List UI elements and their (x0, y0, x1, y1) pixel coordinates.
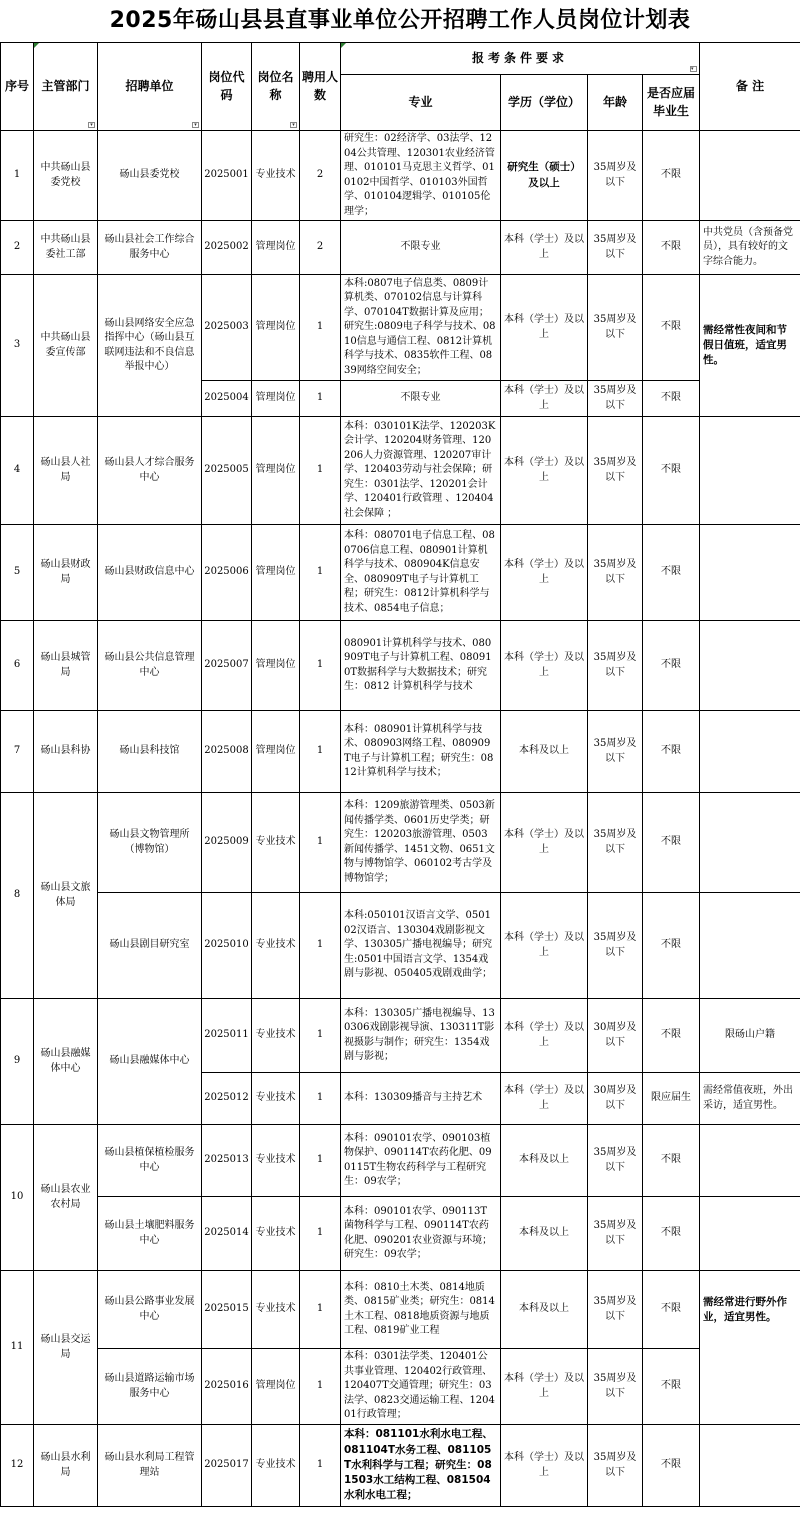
cell-code: 2025009 (202, 793, 252, 893)
filter-dropdown-icon[interactable] (192, 122, 199, 128)
cell-edu: 本科（学士）及以上 (501, 1349, 588, 1425)
cell-age: 35周岁及以下 (588, 711, 643, 793)
cell-dept: 砀山县交运局 (34, 1271, 98, 1425)
cell-fresh: 不限 (643, 417, 700, 525)
cell-num: 1 (300, 525, 341, 621)
cell-note: 中共党员（含预备党员），具有较好的文字综合能力。 (700, 221, 800, 275)
cell-age: 35周岁及以下 (588, 793, 643, 893)
cell-name: 管理岗位 (252, 711, 300, 793)
cell-age: 35周岁及以下 (588, 1197, 643, 1271)
cell-major: 本科：130305广播电视编导、130306戏剧影视导演、130311T影视摄影与制作；研究生：1354戏剧与影视； (341, 999, 501, 1073)
filter-dropdown-icon[interactable] (88, 122, 95, 128)
cell-code: 2025006 (202, 525, 252, 621)
header-code: 岗位代码 (202, 43, 252, 131)
cell-num: 1 (300, 793, 341, 893)
table-row (1, 221, 800, 275)
cell-age: 35周岁及以下 (588, 893, 643, 999)
table-row (1, 893, 800, 999)
header-unit[interactable] (98, 43, 202, 131)
cell-code: 2025012 (202, 1073, 252, 1125)
recruitment-table (0, 42, 800, 1507)
cell-num: 2 (300, 221, 341, 275)
cell-unit: 砀山县社会工作综合服务中心 (98, 221, 202, 275)
cell-edu: 本科（学士）及以上 (501, 793, 588, 893)
cell-note (700, 893, 800, 999)
cell-unit: 砀山县财政信息中心 (98, 525, 202, 621)
cell-major: 本科：130309播音与主持艺术 (341, 1073, 501, 1125)
cell-edu: 本科及以上 (501, 1197, 588, 1271)
cell-code: 2025007 (202, 621, 252, 711)
cell-edu: 本科及以上 (501, 711, 588, 793)
cell-age: 35周岁及以下 (588, 131, 643, 221)
cell-major: 研究生：02经济学、03法学、1204公共管理、120301农业经济管理、010101马克思主义哲学、010102中国哲学、010103外国哲学、010104逻辑学、010105伦理学； (341, 131, 501, 221)
table-row (1, 621, 800, 711)
cell-dept: 砀山县城管局 (34, 621, 98, 711)
cell-seq: 6 (1, 621, 34, 711)
filter-dropdown-icon[interactable] (290, 122, 297, 128)
cell-seq: 12 (1, 1425, 34, 1507)
cell-name: 管理岗位 (252, 1349, 300, 1425)
cell-edu: 本科（学士）及以上 (501, 275, 588, 381)
cell-name: 管理岗位 (252, 221, 300, 275)
filter-dropdown-icon[interactable] (690, 66, 697, 72)
cell-num: 2 (300, 131, 341, 221)
cell-note (700, 711, 800, 793)
cell-name: 专业技术 (252, 1197, 300, 1271)
cell-fresh: 不限 (643, 793, 700, 893)
cell-unit: 砀山县植保植检服务中心 (98, 1125, 202, 1197)
cell-seq: 1 (1, 131, 34, 221)
cell-dept: 中共砀山县委社工部 (34, 221, 98, 275)
cell-unit: 砀山县融媒体中心 (98, 999, 202, 1125)
cell-major: 本科:0807电子信息类、0809计算机类、070102信息与计算科学、070104T数据计算及应用；研究生:0809电子科学与技术、0810信息与通信工程、0812计算机科学与技术、0835软件工程、0839网络空间安全； (341, 275, 501, 381)
cell-fresh: 不限 (643, 1271, 700, 1349)
header-conditions-label: 报考条件要求 (472, 50, 569, 65)
header-fresh: 是否应届毕业生 (643, 75, 700, 131)
cell-num: 1 (300, 1073, 341, 1125)
cell-num: 1 (300, 381, 341, 417)
cell-age: 35周岁及以下 (588, 1425, 643, 1507)
cell-fresh: 不限 (643, 131, 700, 221)
cell-name: 专业技术 (252, 131, 300, 221)
cell-major: 本科：030101K法学、120203K会计学、120204财务管理、120206人力资源管理、120207审计学、120403劳动与社会保障；研究生：0301法学、120201会计学、120401行政管理 、120404社会保障 ； (341, 417, 501, 525)
cell-dept: 砀山县文旅体局 (34, 793, 98, 999)
cell-marker-icon (34, 43, 39, 48)
header-num: 聘用人数 (300, 43, 341, 131)
cell-code: 2025002 (202, 221, 252, 275)
cell-major: 不限专业 (341, 221, 501, 275)
header-edu: 学历（学位） (501, 75, 588, 131)
table-row (1, 525, 800, 621)
cell-age: 30周岁及以下 (588, 1073, 643, 1125)
cell-num: 1 (300, 621, 341, 711)
cell-unit: 砀山县公共信息管理中心 (98, 621, 202, 711)
table-row (1, 1125, 800, 1197)
cell-fresh: 不限 (643, 221, 700, 275)
header-seq: 序号 (1, 43, 34, 131)
cell-seq: 9 (1, 999, 34, 1125)
cell-age: 35周岁及以下 (588, 381, 643, 417)
cell-age: 35周岁及以下 (588, 525, 643, 621)
cell-name: 专业技术 (252, 1271, 300, 1349)
table-row (1, 999, 800, 1073)
cell-major: 本科：0810土木类、0814地质类、0815矿业类；研究生：0814土木工程、0818地质资源与地质工程、0819矿业工程 (341, 1271, 501, 1349)
cell-major: 不限专业 (341, 381, 501, 417)
cell-unit: 砀山县道路运输市场服务中心 (98, 1349, 202, 1425)
cell-note (700, 1197, 800, 1271)
cell-dept: 砀山县财政局 (34, 525, 98, 621)
cell-note: 需经常值夜班，外出采访，适宜男性。 (700, 1073, 800, 1125)
header-age: 年龄 (588, 75, 643, 131)
cell-edu: 研究生（硕士）及以上 (501, 131, 588, 221)
cell-age: 30周岁及以下 (588, 999, 643, 1073)
cell-name: 管理岗位 (252, 417, 300, 525)
cell-note (700, 793, 800, 893)
cell-fresh: 不限 (643, 525, 700, 621)
cell-dept: 中共砀山县委宣传部 (34, 275, 98, 417)
table-row (1, 793, 800, 893)
cell-age: 35周岁及以下 (588, 417, 643, 525)
cell-note: 限砀山户籍 (700, 999, 800, 1073)
cell-name: 管理岗位 (252, 275, 300, 381)
cell-fresh: 不限 (643, 1197, 700, 1271)
cell-name: 专业技术 (252, 1125, 300, 1197)
cell-name: 专业技术 (252, 999, 300, 1073)
header-note: 备 注 (700, 43, 800, 131)
cell-fresh: 不限 (643, 1125, 700, 1197)
table-row (1, 1271, 800, 1349)
cell-code: 2025017 (202, 1425, 252, 1507)
table-row (1, 417, 800, 525)
cell-major: 本科：081101水利水电工程、081104T水务工程、081105T水利科学与工程；研究生：081503水工结构工程、081504水利水电工程； (341, 1425, 501, 1507)
cell-unit: 砀山县网络安全应急指挥中心（砀山县互联网违法和不良信息举报中心） (98, 275, 202, 417)
cell-seq: 8 (1, 793, 34, 999)
cell-code: 2025001 (202, 131, 252, 221)
cell-dept: 砀山县科协 (34, 711, 98, 793)
cell-num: 1 (300, 1349, 341, 1425)
header-dept[interactable] (34, 43, 98, 131)
cell-edu: 本科及以上 (501, 1125, 588, 1197)
cell-code: 2025016 (202, 1349, 252, 1425)
cell-note (700, 1425, 800, 1507)
cell-fresh: 不限 (643, 621, 700, 711)
cell-note (700, 525, 800, 621)
cell-name: 专业技术 (252, 1073, 300, 1125)
cell-dept: 砀山县人社局 (34, 417, 98, 525)
cell-name: 管理岗位 (252, 621, 300, 711)
cell-age: 35周岁及以下 (588, 1349, 643, 1425)
cell-marker-icon (341, 43, 346, 48)
cell-fresh: 不限 (643, 1349, 700, 1425)
table-row (1, 275, 800, 381)
cell-fresh: 不限 (643, 381, 700, 417)
cell-edu: 本科（学士）及以上 (501, 525, 588, 621)
cell-edu: 本科（学士）及以上 (501, 621, 588, 711)
cell-num: 1 (300, 711, 341, 793)
cell-age: 35周岁及以下 (588, 275, 643, 381)
cell-unit: 砀山县剧目研究室 (98, 893, 202, 999)
cell-num: 1 (300, 893, 341, 999)
cell-seq: 7 (1, 711, 34, 793)
cell-name: 专业技术 (252, 1425, 300, 1507)
cell-major: 080901计算机科学与技术、080909T电子与计算机工程、080910T数据科学与大数据技术；研究生：0812 计算机科学与技术 (341, 621, 501, 711)
cell-code: 2025014 (202, 1197, 252, 1271)
cell-major: 本科:050101汉语言文学、050102汉语言、130304戏剧影视文学、130305广播电视编导；研究生:0501中国语言文学、1354戏剧与影视、050405戏剧戏曲学； (341, 893, 501, 999)
cell-seq: 2 (1, 221, 34, 275)
cell-age: 35周岁及以下 (588, 1271, 643, 1349)
cell-fresh: 不限 (643, 711, 700, 793)
cell-unit: 砀山县公路事业发展中心 (98, 1271, 202, 1349)
cell-edu: 本科（学士）及以上 (501, 1073, 588, 1125)
cell-name: 管理岗位 (252, 381, 300, 417)
cell-fresh: 不限 (643, 893, 700, 999)
cell-edu: 本科（学士）及以上 (501, 381, 588, 417)
cell-unit: 砀山县人才综合服务中心 (98, 417, 202, 525)
cell-unit: 砀山县委党校 (98, 131, 202, 221)
cell-fresh: 不限 (643, 275, 700, 381)
cell-name: 专业技术 (252, 893, 300, 999)
cell-num: 1 (300, 1125, 341, 1197)
header-unit-label: 招聘单位 (125, 78, 174, 93)
header-major: 专业 (341, 75, 501, 131)
cell-note (700, 417, 800, 525)
cell-seq: 3 (1, 275, 34, 417)
cell-unit: 砀山县科技馆 (98, 711, 202, 793)
header-name-label: 岗位名称 (257, 70, 294, 102)
cell-edu: 本科（学士）及以上 (501, 1425, 588, 1507)
cell-code: 2025004 (202, 381, 252, 417)
cell-code: 2025015 (202, 1271, 252, 1349)
cell-unit: 砀山县水利局工程管理站 (98, 1425, 202, 1507)
header-dept-label: 主管部门 (41, 78, 90, 93)
cell-age: 35周岁及以下 (588, 1125, 643, 1197)
header-conditions[interactable] (341, 43, 700, 75)
cell-num: 1 (300, 275, 341, 381)
cell-edu: 本科（学士）及以上 (501, 999, 588, 1073)
cell-code: 2025008 (202, 711, 252, 793)
cell-name: 专业技术 (252, 793, 300, 893)
cell-age: 35周岁及以下 (588, 221, 643, 275)
cell-edu: 本科（学士）及以上 (501, 221, 588, 275)
cell-num: 1 (300, 1425, 341, 1507)
cell-seq: 10 (1, 1125, 34, 1271)
cell-major: 本科：090101农学、090113T菌物科学与工程、090114T农药化肥、090201农业资源与环境；研究生：09农学； (341, 1197, 501, 1271)
cell-dept: 砀山县农业农村局 (34, 1125, 98, 1271)
cell-major: 本科：080701电子信息工程、080706信息工程、080901计算机科学与技术、080904K信息安全、080909T电子与计算机工程；研究生：0812计算机科学与技术、0854电子信息； (341, 525, 501, 621)
cell-unit: 砀山县文物管理所（博物馆） (98, 793, 202, 893)
cell-seq: 5 (1, 525, 34, 621)
cell-name: 管理岗位 (252, 525, 300, 621)
cell-dept: 中共砀山县委党校 (34, 131, 98, 221)
cell-edu: 本科（学士）及以上 (501, 417, 588, 525)
cell-major: 本科：090101农学、090103植物保护、090114T农药化肥、090115T生物农药科学与工程研究生：09农学； (341, 1125, 501, 1197)
cell-code: 2025011 (202, 999, 252, 1073)
cell-edu: 本科及以上 (501, 1271, 588, 1349)
cell-code: 2025003 (202, 275, 252, 381)
cell-note (700, 1125, 800, 1197)
cell-age: 35周岁及以下 (588, 621, 643, 711)
cell-code: 2025013 (202, 1125, 252, 1197)
table-row (1, 1425, 800, 1507)
page-title: 2025年砀山县县直事业单位公开招聘工作人员岗位计划表 (109, 8, 691, 33)
cell-unit: 砀山县土壤肥料服务中心 (98, 1197, 202, 1271)
header-row-1 (1, 43, 800, 75)
cell-num: 1 (300, 999, 341, 1073)
cell-dept: 砀山县水利局 (34, 1425, 98, 1507)
header-name[interactable] (252, 43, 300, 131)
cell-note: 需经常性夜间和节假日值班，适宜男性。 (700, 275, 800, 417)
table-row (1, 131, 800, 221)
cell-num: 1 (300, 1197, 341, 1271)
cell-fresh: 限应届生 (643, 1073, 700, 1125)
cell-note (700, 621, 800, 711)
table-row (1, 1197, 800, 1271)
cell-seq: 11 (1, 1271, 34, 1425)
cell-seq: 4 (1, 417, 34, 525)
cell-major: 本科：080901计算机科学与技术、080903网络工程、080909T电子与计算机工程；研究生：0812计算机科学与技术； (341, 711, 501, 793)
cell-major: 本科：1209旅游管理类、0503新闻传播学类、0601历史学类；研究生：120203旅游管理、0503新闻传播学、1451文物、0651文物与博物馆学、060102考古学及博物馆学； (341, 793, 501, 893)
cell-note (700, 131, 800, 221)
cell-num: 1 (300, 417, 341, 525)
cell-code: 2025010 (202, 893, 252, 999)
cell-code: 2025005 (202, 417, 252, 525)
cell-fresh: 不限 (643, 999, 700, 1073)
table-row (1, 1349, 800, 1425)
table-row (1, 711, 800, 793)
cell-dept: 砀山县融媒体中心 (34, 999, 98, 1125)
cell-edu: 本科（学士）及以上 (501, 893, 588, 999)
cell-note: 需经常进行野外作业，适宜男性。 (700, 1271, 800, 1425)
cell-num: 1 (300, 1271, 341, 1349)
cell-fresh: 不限 (643, 1425, 700, 1507)
cell-major: 本科：0301法学类、120401公共事业管理、120402行政管理、120407T交通管理；研究生：03法学、0823交通运输工程、120401行政管理； (341, 1349, 501, 1425)
